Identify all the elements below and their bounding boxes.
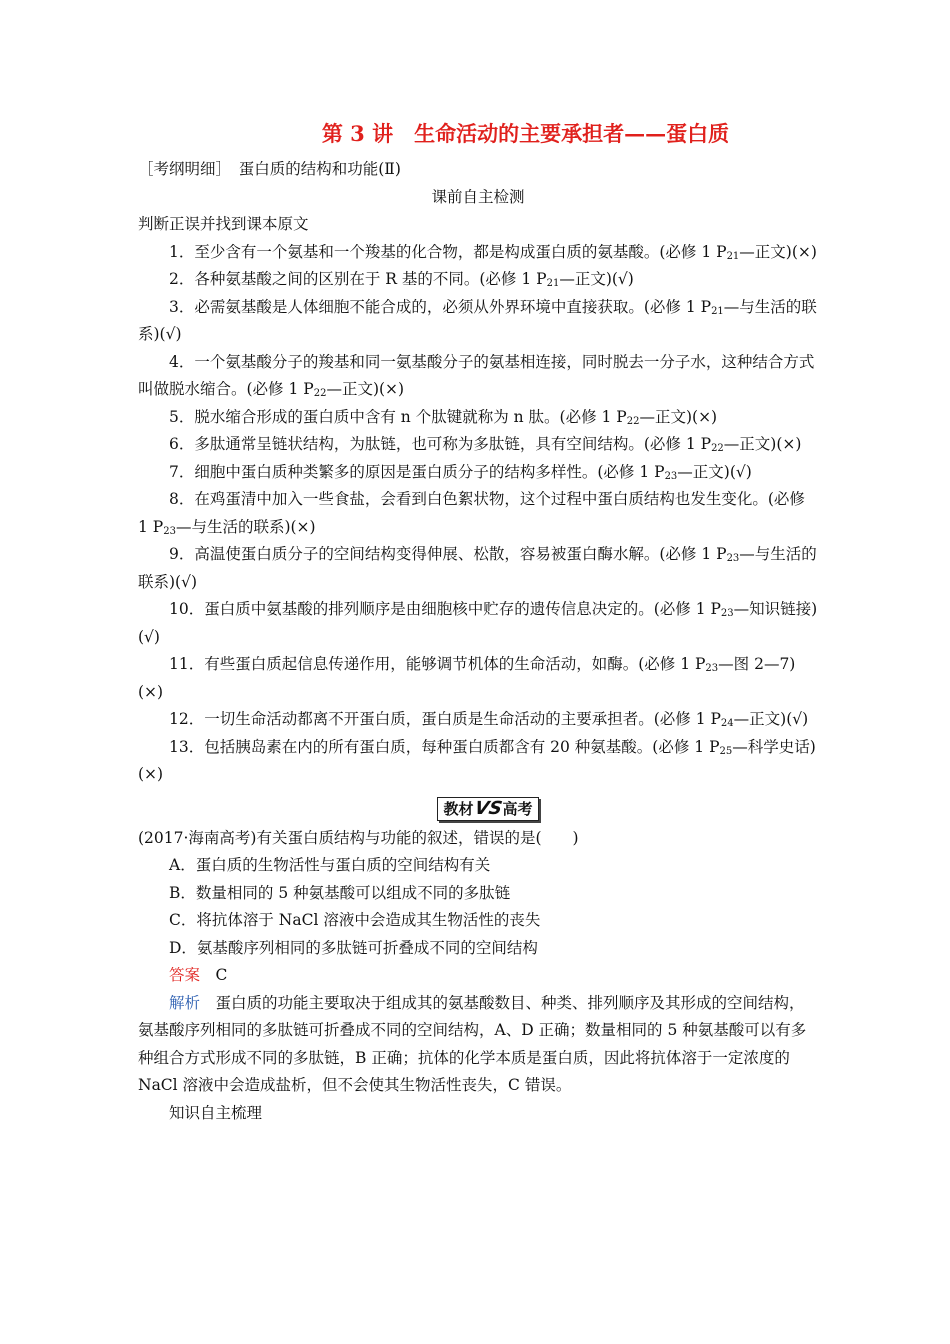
answer-line	[138, 962, 818, 990]
judgement-item: 6．多肽通常呈链状结构，为肽链，也可称为多肽链，具有空间结构。(必修 1 $P_{22}—$正文)(×)	[169, 435, 802, 454]
judgement-item: 13．包括胰岛素在内的所有蛋白质，每种蛋白质都含有 20 种氨基酸。(必修 1 $P_{25}—$科学史话)(×)	[138, 737, 816, 783]
outline-line: ［考纲明细］ 蛋白质的结构和功能(Ⅱ)	[138, 160, 401, 178]
section-heading-next: 知识自主梳理	[169, 1103, 263, 1122]
judgement-item: 11．有些蛋白质起信息传递作用，能够调节机体的生命活动，如酶。(必修 1 $P_{23}—$图 2—7)(×)	[138, 655, 796, 701]
analysis-label: 解析	[169, 993, 201, 1012]
analysis-text: 蛋白质的功能主要取决于组成其的氨基酸数目、种类、排列顺序及其形成的空间结构，氨基酸序列相同的多肽链可折叠成不同的空间结构，A、D 正确；数量相同的 5 种氨基酸可以有多种组合方式形成不同的多肽链，B 正确；抗体的化学本质是蛋白质，因此将抗体溶于一定浓度的 NaCl 溶液中会造成盐析，但不会使其生物活性丧失，C 错误。	[138, 993, 807, 1094]
judgement-item: 4．一个氨基酸分子的羧基和同一氨基酸分子的氨基相连接，同时脱去一分子水，这种结合方式叫做脱水缩合。(必修 1 $P_{22}—$正文)(×)	[138, 352, 815, 399]
judgement-item: 7．细胞中蛋白质种类繁多的原因是蛋白质分子的结构多样性。(必修 1 $P_{23}—$正文)(√)	[169, 462, 752, 482]
answer-value: C	[215, 966, 228, 984]
judgement-item: 10．蛋白质中氨基酸的排列顺序是由细胞核中贮存的遗传信息决定的。(必修 1 $P_{23}—$知识链接)(√)	[138, 600, 818, 646]
judgement-item: 3．必需氨基酸是人体细胞不能合成的，必须从外界环境中直接获取。(必修 1 $P_{21}—$与生活的联系)(√)	[138, 297, 817, 343]
judgement-item: 9．高温使蛋白质分子的空间结构变得伸展、松散，容易被蛋白酶水解。(必修 1 $P_{23}—$与生活的联系)(√)	[138, 545, 817, 591]
document-content	[138, 118, 818, 1127]
section-heading-pre: 课前自主检测	[431, 187, 525, 206]
page-title: 第 3 讲 生命活动的主要承担者——蛋白质	[321, 121, 730, 146]
answer-label: 答案	[169, 966, 201, 984]
option-b: B．数量相同的 5 种氨基酸可以组成不同的多肽链	[169, 883, 511, 902]
textbook-vs-exam-badge: 教材 VS 高考	[437, 797, 540, 821]
option-a: A．蛋白质的生物活性与蛋白质的空间结构有关	[169, 856, 491, 874]
question-stem: (2017·海南高考)有关蛋白质结构与功能的叙述，错误的是( )	[138, 828, 579, 847]
judgement-item: 5．脱水缩合形成的蛋白质中含有 n 个肽键就称为 n 肽。(必修 1 $P_{22}—$正文)(×)	[169, 407, 718, 427]
judgement-item: 12．一切生命活动都离不开蛋白质，蛋白质是生命活动的主要承担者。(必修 1 $P_{24}—$正文)(√)	[169, 710, 809, 729]
vs-logo: VS	[472, 798, 504, 819]
instruction-line: 判断正误并找到课本原文	[138, 215, 309, 233]
judgement-item: 8．在鸡蛋清中加入一些食盐，会看到白色絮状物，这个过程中蛋白质结构也发生变化。(必修 1 $P_{23}—$与生活的联系)(×)	[138, 490, 805, 537]
option-d: D．氨基酸序列相同的多肽链可折叠成不同的空间结构	[169, 938, 538, 957]
judgement-item: 1．至少含有一个氨基和一个羧基的化合物，都是构成蛋白质的氨基酸。(必修 1 $P_{21}—$正文)(×)	[169, 242, 817, 262]
textbook-vs-exam-badge-wrap	[138, 797, 818, 821]
judgement-item: 2．各种氨基酸之间的区别在于 R 基的不同。(必修 1 $P_{21}—$正文)(√)	[169, 270, 634, 289]
option-c: C．将抗体溶于 NaCl 溶液中会造成其生物活性的丧失	[169, 911, 541, 929]
judgement-list	[138, 239, 818, 789]
analysis-paragraph	[138, 990, 818, 1100]
